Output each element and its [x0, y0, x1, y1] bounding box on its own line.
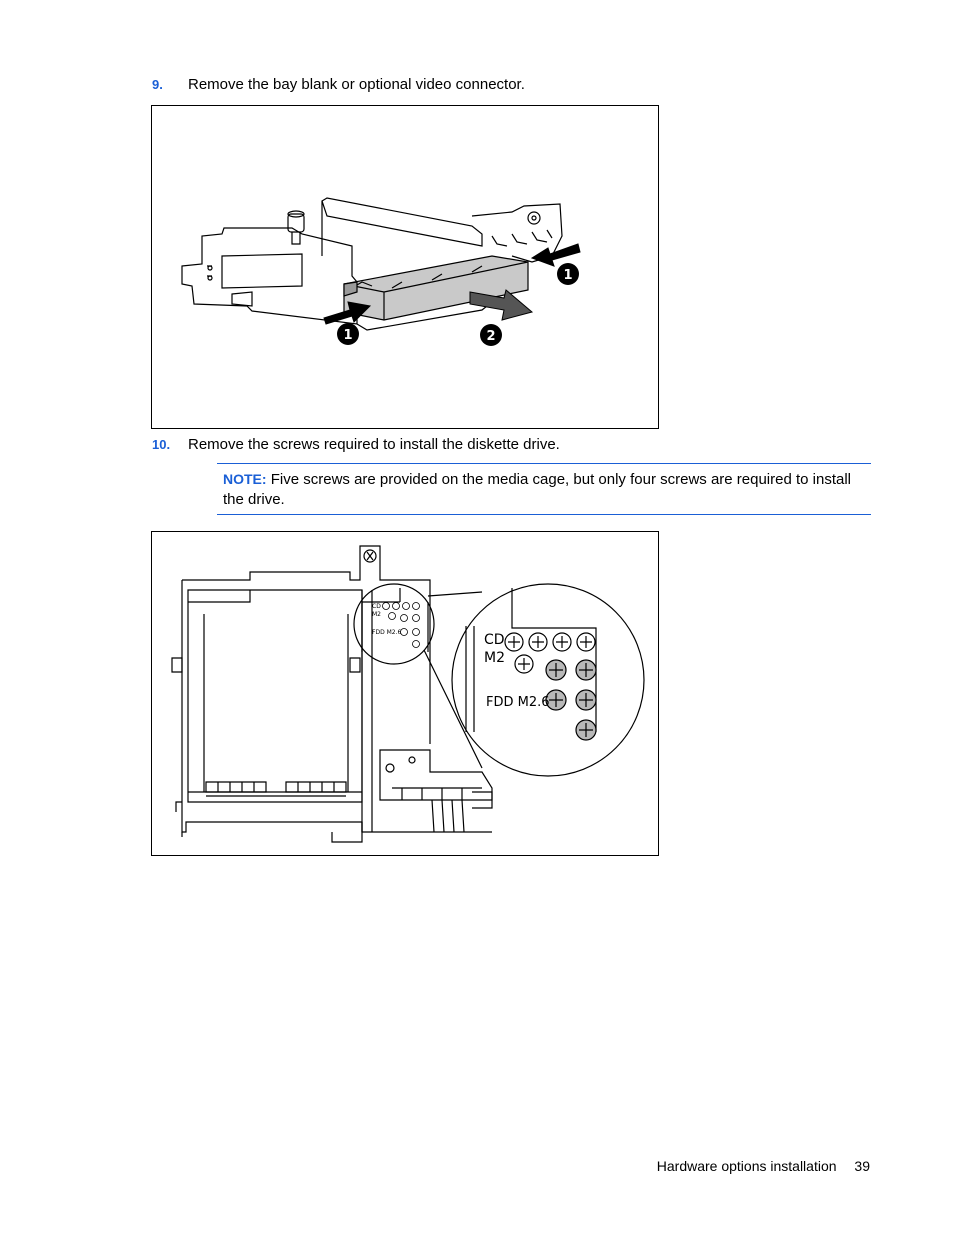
footer-section-title: Hardware options installation: [656, 1158, 837, 1174]
bay-blank-illustration: [152, 106, 658, 428]
step-text: Remove the bay blank or optional video connector.: [188, 76, 525, 93]
figure-media-cage-screws: [151, 531, 659, 856]
media-cage-illustration: [152, 532, 658, 855]
label-m2: M2: [484, 650, 505, 666]
small-label-fdd: FDD M2.6: [372, 629, 402, 636]
small-label-m2: M2: [372, 611, 381, 618]
note-text: Five screws are provided on the media cage, but only four screws are required to install the drive.: [223, 471, 852, 508]
step-number: 9.: [152, 77, 163, 92]
page-footer: [600, 1158, 870, 1174]
note-label: NOTE:: [223, 471, 267, 487]
figure-remove-bay-blank: [151, 105, 659, 429]
step-number: 10.: [152, 437, 171, 452]
step-text: Remove the screws required to install the diskette drive.: [188, 436, 560, 453]
small-label-cd: CD: [372, 603, 381, 610]
label-cd: CD: [484, 632, 505, 648]
label-fdd: FDD M2.6: [486, 695, 550, 710]
callout-1-right: 1: [563, 268, 573, 283]
page-number: 39: [854, 1158, 870, 1174]
note-box: [217, 463, 871, 515]
callout-1-left: 1: [343, 328, 353, 343]
step-10: [152, 436, 852, 456]
step-9: [152, 76, 852, 96]
callout-2: 2: [486, 329, 496, 344]
